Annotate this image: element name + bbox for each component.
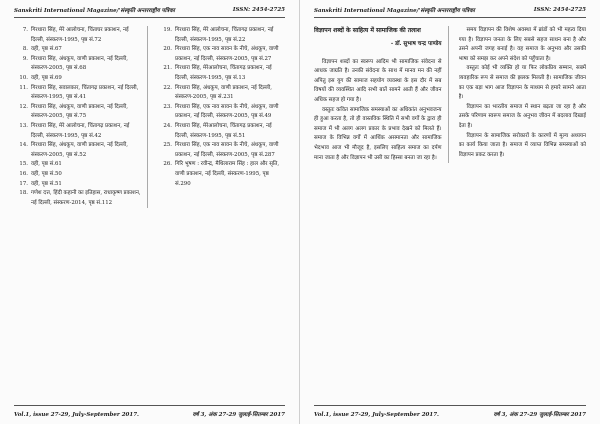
reference-number: 25.: [163, 142, 172, 149]
reference-text: वही, पृष्ठ सं.50: [31, 170, 62, 177]
footer-volume: Vol.1, issue 27-29, July-September 2017.: [314, 412, 439, 418]
reference-number: 19.: [163, 27, 172, 33]
reference-item: [14, 141, 141, 160]
reference-item: [158, 141, 285, 160]
reference-item: [14, 55, 141, 74]
reference-text: गणेश दत्त, हिंदी कहानी का इतिहास, राधाकृष्ण प्रकाशन, नई दिल्ली, संस्करण-2014, पृष्ठ सं.112: [31, 190, 141, 206]
article-paragraph: विज्ञापन के सामाजिक सरोकारों के कारणों में मूल्य अध्ययन का कार्य किया जाता है। समाज में व्याप्त विभिन्न समस्याओं को विज्ञापन प्रकट करता है।: [458, 132, 586, 158]
reference-text: वही, पृष्ठ सं.67: [31, 46, 62, 53]
page-footer: [314, 405, 586, 418]
reference-item: [14, 26, 141, 45]
issn: ISSN: 2454-2725: [533, 7, 586, 13]
reference-number: 7.: [22, 27, 28, 33]
journal-name: Sanskriti International Magazine/'संस्कृति अन्तरराष्ट्रीय पत्रिका: [14, 8, 175, 14]
article-title: विज्ञापन शब्दों के साहित्य में सामाजिक की तलाश: [314, 27, 421, 34]
reference-number: 14.: [19, 142, 28, 149]
article-author: - डॉ. सुभाष चन्द्र पाण्डेय: [390, 41, 442, 47]
reference-text: वही, पृष्ठ सं.69: [31, 74, 62, 81]
page-header: [14, 0, 285, 18]
reference-item: [14, 160, 141, 170]
reference-item: [158, 64, 285, 83]
reference-item: [14, 74, 141, 84]
reference-number: 12.: [19, 103, 28, 110]
article-column-1: [314, 26, 449, 163]
reference-text: गिरधारा सिंह, मेरे आलोचना, चिंताघर प्रकाशन, नई दिल्ली, संस्करण-1995, पृष्ठ सं.72: [31, 27, 129, 43]
reference-text: वही, पृष्ठ सं.61: [31, 161, 62, 168]
reference-text: गिरधारा सिंह, एक नाव सावन के नीचे, अंधकूप, वाणी प्रकाशन, नई दिल्ली, संस्करण-2005, पृष्ठ सं.287: [175, 142, 279, 158]
reference-number: 11.: [19, 84, 28, 91]
article-paragraph: विज्ञापन शब्दों का स्वरूप आदिम भी सामाजिक संवेदना से आधक जाग्रति है। उनकी संवेदना के साथ में मानव मन की नहीं अपितु इस युग की सामाज सहयोग व्यवस्था के इस दौर में सब विषयों की व्यवस्थित आदि सभी बातें सामने आती हैं और जीवन अधिक सहज हो गया है।: [314, 58, 442, 103]
reference-item: [14, 122, 141, 141]
reference-text: गिरधारा सिंह, मेरे आलोचना, चिंतागढ़ प्रकाशन, नई दिल्ली, संस्करण-1995, पृष्ठ सं.42: [31, 122, 130, 139]
article-column-2: [459, 26, 587, 163]
reference-text: गिरधारा सिंह, मेरे आलोचना, चिंतागढ़ प्रकाशन, नई दिल्ली, संस्करण-1995, पृष्ठ सं.22: [175, 27, 274, 43]
reference-number: 23.: [163, 103, 172, 110]
reference-number: 8.: [22, 46, 28, 53]
reference-item: [14, 180, 141, 190]
reference-item: [158, 45, 285, 64]
reference-text: गिरधारा सिंह, मेरेआलोचना, चिंतागढ़ प्रकाशन, नई दिल्ली, संस्करण-1995, पृष्ठ सं.51: [175, 122, 272, 139]
reference-item: [14, 170, 141, 180]
reference-text: गिरधारा सिंह, सवालकार, चिंतागढ़ प्रकाशन, नई दिल्ली, संस्करण-1995, पृष्ठ सं.41: [31, 84, 139, 101]
footer-volume-hindi: वर्ष 3, अंक 27-29 जुलाई-सितम्बर 2017: [192, 412, 285, 418]
page-footer: [14, 405, 285, 418]
references-column-2: [158, 26, 285, 208]
article-paragraph: विज्ञापन का भारतीय समाज में स्थान बढ़ता जा रहा है और उसके परिणाम स्वरूप समाज के अनुभव जीवन में बदलाव दिखाई देता है।: [458, 103, 586, 129]
reference-item: [14, 45, 141, 55]
reference-item: [14, 189, 141, 208]
reference-item: [158, 122, 285, 141]
reference-number: 18.: [19, 190, 28, 197]
reference-item: [14, 84, 141, 103]
reference-text: गिरधारा सिंह, मेरेआलोचना, चिंतागढ़ प्रकाशन, नई दिल्ली, संस्करण-1995, पृष्ठ सं.13: [175, 65, 272, 81]
journal-name: Sanskriti International Magazine/'संस्कृति अन्तरराष्ट्रीय पत्रिका: [314, 8, 475, 14]
reference-text: गिरधारा सिंह, अंधकूप, वाणी प्रकाशन, नई दिल्ली, संस्करण-2005, पृष्ठ सं.68: [31, 55, 128, 72]
reference-number: 26.: [163, 161, 172, 168]
reference-text: वही, पृष्ठ सं.51: [31, 180, 62, 187]
reference-number: 24.: [163, 122, 172, 129]
reference-item: [158, 84, 285, 103]
references-column-1: [14, 26, 148, 208]
references-columns: [14, 26, 285, 208]
reference-text: गिरधारा सिंह, अंधकूप, वाणी प्रकाशन, नई दिल्ली, संस्करण-2005, पृष्ठ सं.231: [175, 84, 272, 101]
reference-number: 17.: [19, 180, 28, 187]
reference-text: गिरधारा सिंह, अंधकूप, वाणी प्रकाशन, नई दिल्ली, संस्करण-2005, पृष्ठ सं.75: [31, 103, 128, 120]
reference-item: [158, 103, 285, 122]
reference-text: गिरधारा सिंह, एक नाव सावन के नीचे, अंधकूप, वाणी प्रकाशन, नई दिल्ली, संस्करण-2005, पृष्ठ सं.49: [175, 103, 279, 120]
reference-number: 22.: [163, 84, 172, 91]
article-columns: [314, 26, 586, 163]
reference-number: 15.: [19, 161, 28, 168]
reference-text: गिरधारा सिंह, एक नाव सावन के नीचे, अंधकूप, वाणी प्रकाशन, नई दिल्ली, संस्करण-2005, पृष्ठ सं.27: [175, 46, 279, 62]
reference-number: 13.: [19, 122, 28, 129]
reference-number: 10.: [19, 74, 28, 81]
article-body-1: [314, 58, 442, 164]
article-paragraph: वस्तुतः कवित सामाजिक समस्याओं का अधिकांत अनुभवजन्य ही हुआ करता है, तो ही वास्तविक स्थिति में सभी वर्गों के द्वारा ही समाज में भी अलग अलग प्रकार के प्रभाव देखने को मिलते हैं। समाज के विभिन्न वर्गों में आर्थिक असमानता और सामाजिक भेदभाव आज भी मौजूद है, इसलिए साहित्य समाज का दर्पण माना जाता है और विज्ञापन भी उसी का हिस्सा बनता जा रहा है।: [314, 106, 442, 161]
reference-item: [158, 26, 285, 45]
right-page: [300, 0, 600, 424]
reference-number: 20.: [163, 46, 172, 53]
reference-text: गिरधारा सिंह, अंधकूप, वाणी प्रकाशन, नई दिल्ली, संस्करण-2005, पृष्ठ सं.52: [31, 142, 128, 158]
footer-volume-hindi: वर्ष 3, अंक 27-29 जुलाई-सितम्बर 2017: [493, 412, 586, 418]
reference-number: 16.: [19, 170, 28, 177]
footer-volume: Vol.1, issue 27-29, July-September 2017.: [14, 412, 139, 418]
reference-item: [158, 160, 285, 189]
article-paragraph: समय विज्ञापन की विशेष अवस्था में ब्रांडों को भी महत्व दिया गया है। विज्ञापन जनता के लिए सबसे सहज साधन बना है और उसने अपनी जगह बनाई है। वह समाज के अनुभव और उसकी भाषा को समझ कर अपने संदेश को पहुँचाता है।: [458, 27, 586, 62]
page-header: [314, 0, 586, 18]
reference-number: 21.: [163, 65, 172, 72]
issn: ISSN: 2454-2725: [232, 7, 285, 13]
reference-number: 9.: [22, 55, 28, 62]
reference-item: [14, 103, 141, 122]
reference-text: गिरि भूषण : रवीन्द्र, मैथिलाराम सिंह : हाल और सृति, वाणी प्रकाशन, नई दिल्ली, संस्करण-1995, पृष्ठ सं.290: [175, 161, 280, 187]
article-paragraph: वस्तुतः कोई भी व्यक्ति हो या फिर लोकप्रिय सम्मान, सबमें व्यवहारिक रूप से समाज की झलक मिलती है। सामाजिक जीवन का एक बड़ा भाग आज विज्ञापन के माध्यम से हमारे सामने आता है।: [458, 65, 586, 101]
